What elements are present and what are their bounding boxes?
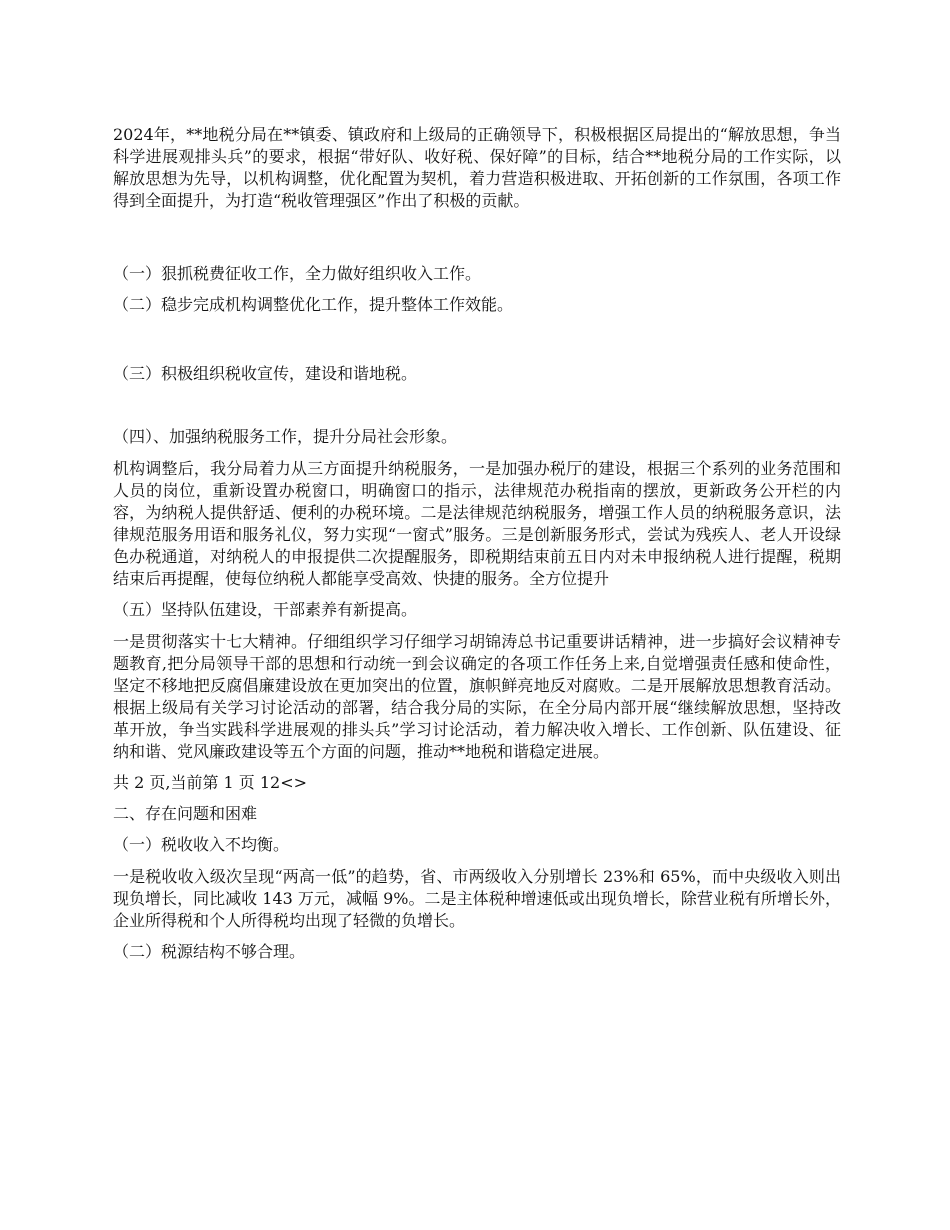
pagination-text: 共 2 页,当前第 1 页 12<> bbox=[113, 773, 308, 792]
problem-heading-2: （二）税源结构不够合理。 bbox=[113, 942, 306, 961]
section-heading-4: （四）、加强纳税服务工作，提升分局社会形象。 bbox=[113, 427, 458, 446]
document-page bbox=[113, 124, 841, 963]
section-heading-1: （一）狠抓税费征收工作，全力做好组织收入工作。 bbox=[113, 264, 482, 283]
section-heading-3: （三）积极组织税收宣传，建设和谐地税。 bbox=[113, 364, 418, 383]
problems-title: 二、存在问题和困难 bbox=[113, 804, 258, 823]
service-paragraph: 机构调整后，我分局着力从三方面提升纳税服务，一是加强办税厅的建设，根据三个系列的业务范围和人员的岗位，重新设置办税窗口，明确窗口的指示，法律规范办税指南的摆放，更新政务公开栏的内容，为纳税人提供舒适、便利的办税环境。二是法律规范纳税服务，增强工作人员的纳税服务意识，法律规范服务用语和服务礼仪，努力实现“一窗式”服务。三是创新服务形式，尝试为残疾人、老人开设绿色办税通道，对纳税人的申报提供二次提醒服务，即税期结束前五日内对未申报纳税人进行提醒，税期结束后再提醒，使每位纳税人都能享受高效、快捷的服务。全方位提升 bbox=[113, 459, 841, 588]
section-heading-2: （二）稳步完成机构调整优化工作，提升整体工作效能。 bbox=[113, 295, 514, 314]
problem-heading-1: （一）税收收入不均衡。 bbox=[113, 835, 290, 854]
intro-paragraph: 2024年，**地税分局在**镇委、镇政府和上级局的正确领导下，积极根据区局提出的“解放思想，争当科学进展观排头兵”的要求，根据“带好队、收好税、保好障”的目标，结合**地税分局的工作实际，以解放思想为先导，以机构调整，优化配置为契机，着力营造积极进取、开拓创新的工作氛围，各项工作得到全面提升，为打造“税收管理强区”作出了积极的贡献。 bbox=[113, 125, 841, 210]
team-paragraph: 一是贯彻落实十七大精神。仔细组织学习仔细学习胡锦涛总书记重要讲话精神，进一步搞好会议精神专题教育,把分局领导干部的思想和行动统一到会议确定的各项工作任务上来,自觉增强责任感和使命性，坚定不移地把反腐倡廉建设放在更加突出的位置，旗帜鲜亮地反对腐败。二是开展解放思想教育活动。根据上级局有关学习讨论活动的部署，结合我分局的实际，在全分局内部开展“继续解放思想，坚持改革开放，争当实践科学进展观的排头兵”学习讨论活动，着力解决收入增长、工作创新、队伍建设、征纳和谐、党风廉政建设等五个方面的问题，推动**地税和谐稳定进展。 bbox=[113, 632, 841, 761]
problem-paragraph-1: 一是税收收入级次呈现“两高一低”的趋势，省、市两级收入分别增长 23%和 65%，而中央级收入则出现负增长，同比减收 143 万元，减幅 9%。二是主体税种增速低或出现负增长，除营业税有所增长外，企业所得税和个人所得税均出现了轻微的负增长。 bbox=[113, 867, 841, 930]
section-heading-5: （五）坚持队伍建设，干部素养有新提高。 bbox=[113, 600, 418, 619]
